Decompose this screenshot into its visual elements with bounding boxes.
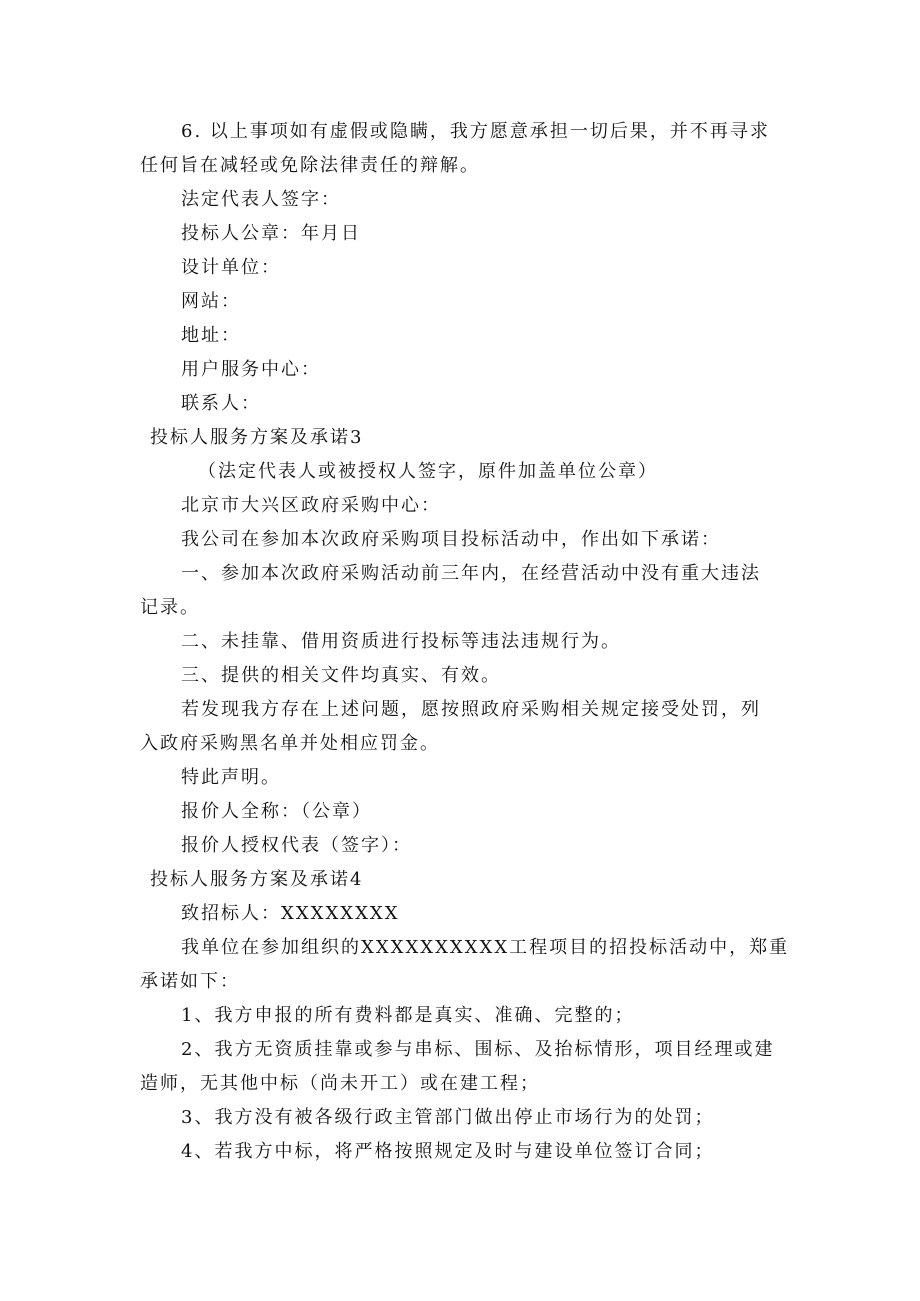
penalty-statement-continuation: 入政府采购黑名单并处相应罚金。 xyxy=(140,733,440,754)
paragraph-continuation: 任何旨在减轻或免除法律责任的辩解。 xyxy=(140,155,480,176)
contact-label: 联系人： xyxy=(181,393,261,414)
undertaking-item-2: 2、我方无资质挂靠或参与串标、围标、及抬标情形，项目经理或建 xyxy=(181,1039,775,1060)
legal-rep-signature-label: 法定代表人签字： xyxy=(181,189,341,210)
section-heading-3: 投标人服务方案及承诺3 xyxy=(150,427,364,448)
service-center-label: 用户服务中心： xyxy=(181,359,321,380)
signature-note: （法定代表人或被授权人签字，原件加盖单位公章） xyxy=(198,461,658,482)
penalty-statement: 若发现我方存在上述问题，愿按照政府采购相关规定接受处罚，列 xyxy=(181,699,761,720)
authorized-rep-label: 报价人授权代表（签字）： xyxy=(181,835,412,856)
undertaking-intro-continuation: 承诺如下： xyxy=(140,971,240,992)
undertaking-item-4: 4、若我方中标，将严格按照规定及时与建设单位签订合同； xyxy=(181,1141,715,1162)
design-unit-label: 设计单位： xyxy=(181,257,281,278)
bidder-seal-date-label: 投标人公章：年月日 xyxy=(181,223,361,244)
commitment-item-1: 一、参加本次政府采购活动前三年内，在经营活动中没有重大违法 xyxy=(181,563,761,584)
undertaking-item-2-continuation: 造师，无其他中标（尚未开工）或在建工程； xyxy=(140,1073,540,1094)
undertaking-intro: 我单位在参加组织的XXXXXXXXXX工程项目的招投标活动中，郑重 xyxy=(181,937,790,958)
to-tenderer: 致招标人：XXXXXXXX xyxy=(181,903,400,924)
undertaking-item-3: 3、我方没有被各级行政主管部门做出停止市场行为的处罚； xyxy=(181,1107,715,1128)
commitment-item-1-continuation: 记录。 xyxy=(140,597,200,618)
undertaking-item-1: 1、我方申报的所有费料都是真实、准确、完整的； xyxy=(181,1005,635,1026)
addressee: 北京市大兴区政府采购中心： xyxy=(181,495,441,516)
commitment-item-2: 二、未挂靠、借用资质进行投标等违法违规行为。 xyxy=(181,631,621,652)
commitment-intro: 我公司在参加本次政府采购项目投标活动中，作出如下承诺： xyxy=(181,529,721,550)
section-heading-4: 投标人服务方案及承诺4 xyxy=(150,869,364,890)
website-label: 网站： xyxy=(181,291,241,312)
address-label: 地址： xyxy=(181,325,241,346)
declaration: 特此声明。 xyxy=(181,767,281,788)
commitment-item-3: 三、提供的相关文件均真实、有效。 xyxy=(181,665,501,686)
bidder-full-name-label: 报价人全称：（公章） xyxy=(181,801,372,822)
paragraph-item-6: 6. 以上事项如有虚假或隐瞒，我方愿意承担一切后果，并不再寻求 xyxy=(181,121,770,142)
